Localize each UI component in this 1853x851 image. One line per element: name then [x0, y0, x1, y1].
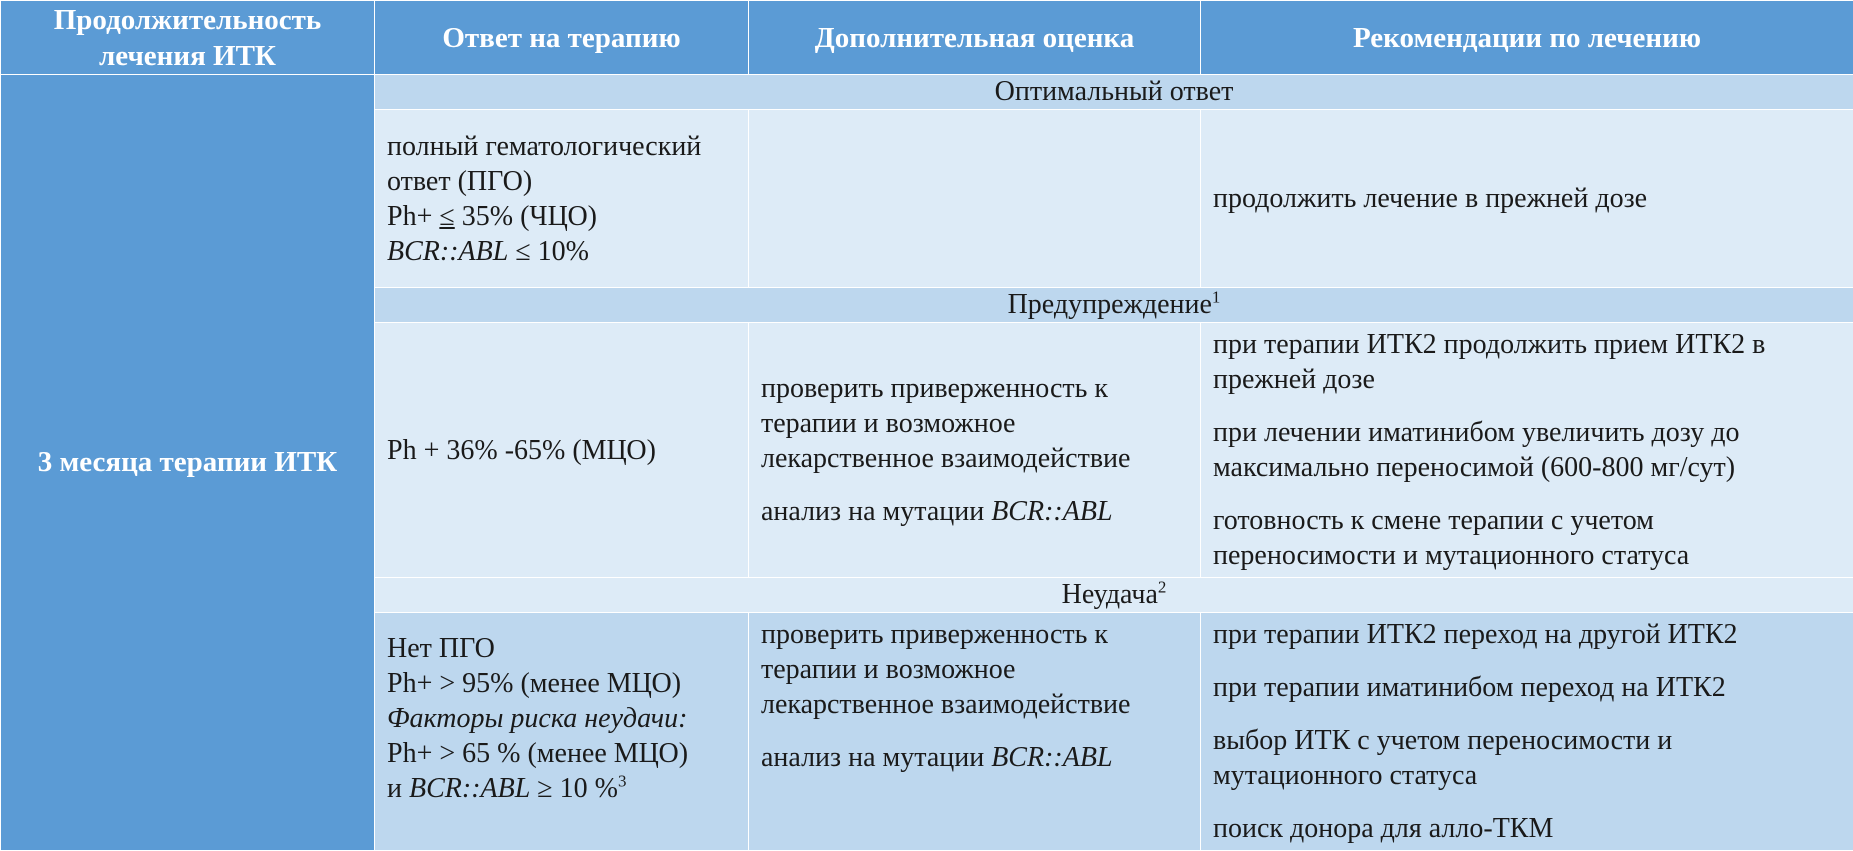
- failure-assessment-p1: проверить приверженность к терапии и возможное лекарственное взаимодействие: [761, 617, 1188, 722]
- optimal-title: Оптимальный ответ: [375, 75, 1853, 110]
- warning-rec-2: при лечении иматинибом увеличить дозу до максимально переносимой (600-800 мг/сут): [1213, 415, 1841, 485]
- failure-rec-3: выбор ИТК с учетом переносимости и мутационного статуса: [1213, 723, 1841, 793]
- header-row: [1, 1, 1853, 75]
- failure-response-line5: и BCR::ABL ≥ 10 %$^3$: [387, 771, 736, 806]
- failure-title: Неудача$^2$: [375, 578, 1853, 613]
- warning-assessment-p2: анализ на мутации BCR::ABL: [761, 494, 1188, 529]
- header-duration: Продолжительность лечения ИТК: [1, 1, 375, 75]
- warning-assessment-p1: проверить приверженность к терапии и возможное лекарственное взаимодействие: [761, 371, 1188, 476]
- optimal-response-line2: Ph+ ≤ 35% (ЧЦО): [387, 199, 736, 234]
- optimal-response: [375, 110, 749, 288]
- warning-footnote: 1: [1212, 288, 1221, 307]
- optimal-assessment: [749, 110, 1201, 288]
- failure-assessment: [749, 613, 1201, 851]
- optimal-response-line3: BCR::ABL ≤ 10%: [387, 234, 736, 269]
- warning-recommendations: [1201, 323, 1853, 578]
- warning-rec-3: готовность к смене терапии с учетом переносимости и мутационного статуса: [1213, 503, 1841, 573]
- warning-response: Ph + 36% -65% (МЦО): [375, 323, 749, 578]
- header-assessment: Дополнительная оценка: [749, 1, 1201, 75]
- failure-footnote: 2: [1158, 578, 1167, 597]
- optimal-title-row: [1, 75, 1853, 110]
- failure-rec-2: при терапии иматинибом переход на ИТК2: [1213, 670, 1841, 705]
- warning-rec-1: при терапии ИТК2 продолжить прием ИТК2 в прежней дозе: [1213, 327, 1841, 397]
- failure-response-line3: Факторы риска неудачи:: [387, 701, 736, 736]
- optimal-recommendation: продолжить лечение в прежней дозе: [1201, 110, 1853, 288]
- failure-response: [375, 613, 749, 851]
- failure-recommendations: [1201, 613, 1853, 851]
- header-recommendations: Рекомендации по лечению: [1201, 1, 1853, 75]
- failure-rec-1: при терапии ИТК2 переход на другой ИТК2: [1213, 617, 1841, 652]
- warning-title: Предупреждение$^1$: [375, 288, 1853, 323]
- header-response: Ответ на терапию: [375, 1, 749, 75]
- failure-response-line2: Ph+ > 95% (менее МЦО): [387, 666, 736, 701]
- optimal-response-line1: полный гематологический ответ (ПГО): [387, 129, 736, 199]
- warning-assessment: [749, 323, 1201, 578]
- duration-cell: 3 месяца терапии ИТК: [1, 75, 375, 851]
- failure-response-line4: Ph+ > 65 % (менее МЦО): [387, 736, 736, 771]
- failure-rec-4: поиск донора для алло-ТКМ: [1213, 811, 1841, 846]
- failure-assessment-p2: анализ на мутации BCR::ABL: [761, 740, 1188, 775]
- failure-response-line1: Нет ПГО: [387, 631, 736, 666]
